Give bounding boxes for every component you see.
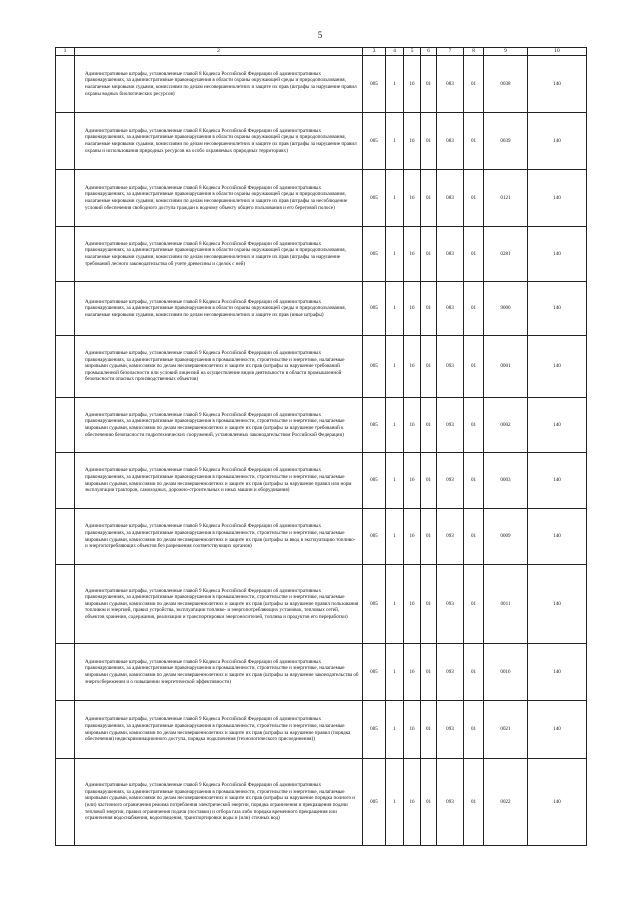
column-number: 3	[363, 48, 386, 56]
subgroup-code-cell: 16	[404, 759, 421, 846]
row-number-cell	[56, 701, 75, 759]
program-code-cell: 0003	[484, 453, 528, 509]
table-row	[56, 398, 587, 453]
table-row	[56, 759, 587, 846]
column-number-header-row	[56, 48, 587, 56]
element-code-cell: 01	[464, 170, 484, 227]
table-row	[56, 113, 587, 170]
fine-description: Административные штрафы, установленные главой 9 Кодекса Российской Федерации об административных правонарушениях, за административные правонарушения в промышленности, строительстве и энергетике, налагаемые мировыми судьями, комиссиями по делам несовершеннолетних и защите их прав (штрафы за нарушение правил или норм эксплуатации тракторов, самоходных, дорожно-строительных и иных машин и оборудования)	[75, 453, 363, 509]
admin-code-cell: 005	[363, 113, 386, 170]
article-code-cell: 01	[421, 170, 437, 227]
page-number: 5	[317, 30, 323, 40]
element-code-cell: 01	[464, 565, 484, 644]
article-code-cell: 01	[421, 227, 437, 282]
group-code-cell: 1	[386, 701, 404, 759]
admin-code-cell: 005	[363, 759, 386, 846]
subarticle-code-cell: 093	[437, 509, 464, 565]
article-code-cell: 01	[421, 282, 437, 336]
program-code-cell: 0281	[484, 227, 528, 282]
column-number: 4	[386, 48, 404, 56]
column-number: 1	[56, 48, 75, 56]
classification-code-cell: 140	[528, 701, 587, 759]
fine-description: Административные штрафы, установленные главой 9 Кодекса Российской Федерации об административных правонарушениях, за административные правонарушения в промышленности, строительстве и энергетике, налагаемые мировыми судьями, комиссиями по делам несовершеннолетних и защите их прав (штрафы за нарушение требований промышленной безопасности или условий лицензий на осуществление видов деятельности в области промышленной безопасности опасных производственных объектов)	[75, 336, 363, 398]
program-code-cell: 0021	[484, 701, 528, 759]
program-code-cell: 0011	[484, 565, 528, 644]
row-number-cell	[56, 565, 75, 644]
article-code-cell: 01	[421, 398, 437, 453]
fine-description: Административные штрафы, установленные главой 9 Кодекса Российской Федерации об административных правонарушениях, за административные правонарушения в промышленности, строительстве и энергетике, налагаемые мировыми судьями, комиссиями по делам несовершеннолетних и защите их прав (штрафы за ввод в эксплуатацию топливо- и энергопотребляющих объектов без разрешения соответствующих органов)	[75, 509, 363, 565]
element-code-cell: 01	[464, 701, 484, 759]
column-number: 7	[437, 48, 464, 56]
program-code-cell: 0039	[484, 113, 528, 170]
element-code-cell: 01	[464, 759, 484, 846]
subgroup-code-cell: 16	[404, 453, 421, 509]
classification-code-cell: 140	[528, 398, 587, 453]
fine-description: Административные штрафы, установленные главой 9 Кодекса Российской Федерации об административных правонарушениях, за административные правонарушения в промышленности, строительстве и энергетике, налагаемые мировыми судьями, комиссиями по делам несовершеннолетних и защите их прав (штрафы за нарушение правил (порядка обеспечения) недискриминационного доступа, порядка подключения (технологического присоединения))	[75, 701, 363, 759]
table-row	[56, 336, 587, 398]
subarticle-code-cell: 093	[437, 644, 464, 701]
table-row	[56, 565, 587, 644]
classification-code-cell: 140	[528, 509, 587, 565]
admin-code-cell: 005	[363, 509, 386, 565]
element-code-cell: 01	[464, 453, 484, 509]
classification-code-cell: 140	[528, 113, 587, 170]
table-row	[56, 227, 587, 282]
article-code-cell: 01	[421, 565, 437, 644]
fine-description: Административные штрафы, установленные главой 9 Кодекса Российской Федерации об административных правонарушениях, за административные правонарушения в промышленности, строительстве и энергетике, налагаемые мировыми судьями, комиссиями по делам несовершеннолетних и защите их прав (штрафы за нарушение правил пользования топливом и энергией, правил устройства, эксплуатации топливо- и энергопотребляющих установок, тепловых сетей, объектов хранения, содержания, реализации и транспортировки энергоносителей, топлива и продуктов его переработки)	[75, 565, 363, 644]
admin-code-cell: 005	[363, 282, 386, 336]
column-number: 10	[528, 48, 587, 56]
article-code-cell: 01	[421, 56, 437, 113]
admin-code-cell: 005	[363, 336, 386, 398]
fine-description: Административные штрафы, установленные главой 8 Кодекса Российской Федерации об административных правонарушениях, за административные правонарушения в области охраны окружающей среды и природопользования, налагаемые мировыми судьями, комиссиями по делам несовершеннолетних и защите их прав (штрафы за нарушение требований лесного законодательства об учете древесины и сделок с ней)	[75, 227, 363, 282]
element-code-cell: 01	[464, 644, 484, 701]
subarticle-code-cell: 093	[437, 336, 464, 398]
article-code-cell: 01	[421, 113, 437, 170]
subarticle-code-cell: 093	[437, 759, 464, 846]
subgroup-code-cell: 16	[404, 336, 421, 398]
classification-code-cell: 140	[528, 227, 587, 282]
subarticle-code-cell: 083	[437, 56, 464, 113]
group-code-cell: 1	[386, 644, 404, 701]
classification-code-cell: 140	[528, 56, 587, 113]
classification-code-cell: 140	[528, 565, 587, 644]
column-number: 6	[421, 48, 437, 56]
subarticle-code-cell: 083	[437, 113, 464, 170]
subgroup-code-cell: 16	[404, 565, 421, 644]
program-code-cell: 0001	[484, 336, 528, 398]
subarticle-code-cell: 083	[437, 282, 464, 336]
column-number: 2	[75, 48, 363, 56]
classification-code-cell: 140	[528, 453, 587, 509]
program-code-cell: 0121	[484, 170, 528, 227]
fine-description: Административные штрафы, установленные главой 9 Кодекса Российской Федерации об административных правонарушениях, за административные правонарушения в промышленности, строительстве и энергетике, налагаемые мировыми судьями, комиссиями по делам несовершеннолетних и защите их прав (штрафы за нарушение требований к обеспечению безопасности гидротехнических сооружений, установленных законодательством Российской Федерации)	[75, 398, 363, 453]
article-code-cell: 01	[421, 453, 437, 509]
row-number-cell	[56, 398, 75, 453]
row-number-cell	[56, 644, 75, 701]
fine-description: Административные штрафы, установленные главой 9 Кодекса Российской Федерации об административных правонарушениях, за административные правонарушения в промышленности, строительстве и энергетике, налагаемые мировыми судьями, комиссиями по делам несовершеннолетних и защите их прав (штрафы за нарушение законодательства об энергосбережении и о повышении энергетической эффективности)	[75, 644, 363, 701]
program-code-cell: 0009	[484, 509, 528, 565]
row-number-cell	[56, 170, 75, 227]
subarticle-code-cell: 093	[437, 398, 464, 453]
revenue-codes-table	[55, 47, 587, 846]
table-row	[56, 701, 587, 759]
element-code-cell: 01	[464, 113, 484, 170]
subgroup-code-cell: 16	[404, 644, 421, 701]
row-number-cell	[56, 282, 75, 336]
group-code-cell: 1	[386, 509, 404, 565]
row-number-cell	[56, 56, 75, 113]
element-code-cell: 01	[464, 56, 484, 113]
classification-code-cell: 140	[528, 336, 587, 398]
group-code-cell: 1	[386, 336, 404, 398]
admin-code-cell: 005	[363, 170, 386, 227]
admin-code-cell: 005	[363, 701, 386, 759]
element-code-cell: 01	[464, 509, 484, 565]
row-number-cell	[56, 759, 75, 846]
program-code-cell: 0022	[484, 759, 528, 846]
table-row	[56, 509, 587, 565]
classification-code-cell: 140	[528, 759, 587, 846]
subarticle-code-cell: 083	[437, 227, 464, 282]
subarticle-code-cell: 093	[437, 701, 464, 759]
table-row	[56, 453, 587, 509]
article-code-cell: 01	[421, 336, 437, 398]
subgroup-code-cell: 16	[404, 56, 421, 113]
row-number-cell	[56, 336, 75, 398]
table-row	[56, 644, 587, 701]
subarticle-code-cell: 083	[437, 170, 464, 227]
admin-code-cell: 005	[363, 398, 386, 453]
row-number-cell	[56, 113, 75, 170]
row-number-cell	[56, 509, 75, 565]
group-code-cell: 1	[386, 453, 404, 509]
program-code-cell: 0016	[484, 644, 528, 701]
fine-description: Административные штрафы, установленные главой 8 Кодекса Российской Федерации об административных правонарушениях, за административные правонарушения в области охраны окружающей среды и природопользования, налагаемые мировыми судьями, комиссиями по делам несовершеннолетних и защите их прав (иные штрафы)	[75, 282, 363, 336]
subgroup-code-cell: 16	[404, 227, 421, 282]
subgroup-code-cell: 16	[404, 282, 421, 336]
classification-code-cell: 140	[528, 170, 587, 227]
article-code-cell: 01	[421, 509, 437, 565]
admin-code-cell: 005	[363, 565, 386, 644]
article-code-cell: 01	[421, 644, 437, 701]
admin-code-cell: 005	[363, 227, 386, 282]
admin-code-cell: 005	[363, 56, 386, 113]
article-code-cell: 01	[421, 701, 437, 759]
element-code-cell: 01	[464, 282, 484, 336]
fine-description: Административные штрафы, установленные главой 8 Кодекса Российской Федерации об административных правонарушениях, за административные правонарушения в области охраны окружающей среды и природопользования, налагаемые мировыми судьями, комиссиями по делам несовершеннолетних и защите их прав (штрафы за нарушение правил охраны водных биологических ресурсов)	[75, 56, 363, 113]
element-code-cell: 01	[464, 227, 484, 282]
subgroup-code-cell: 16	[404, 509, 421, 565]
subgroup-code-cell: 16	[404, 701, 421, 759]
group-code-cell: 1	[386, 282, 404, 336]
subarticle-code-cell: 093	[437, 453, 464, 509]
fine-description: Административные штрафы, установленные главой 8 Кодекса Российской Федерации об административных правонарушениях, за административные правонарушения в области охраны окружающей среды и природопользования, налагаемые мировыми судьями, комиссиями по делам несовершеннолетних и защите их прав (штрафы за нарушение правил охраны и использования природных ресурсов на особо охраняемых природных территориях)	[75, 113, 363, 170]
group-code-cell: 1	[386, 113, 404, 170]
group-code-cell: 1	[386, 170, 404, 227]
subgroup-code-cell: 16	[404, 113, 421, 170]
article-code-cell: 01	[421, 759, 437, 846]
column-number: 9	[484, 48, 528, 56]
program-code-cell: 0002	[484, 398, 528, 453]
subgroup-code-cell: 16	[404, 170, 421, 227]
group-code-cell: 1	[386, 398, 404, 453]
group-code-cell: 1	[386, 227, 404, 282]
program-code-cell: 9000	[484, 282, 528, 336]
subgroup-code-cell: 16	[404, 398, 421, 453]
fine-description: Административные штрафы, установленные главой 9 Кодекса Российской Федерации об административных правонарушениях, за административные правонарушения в промышленности, строительстве и энергетике, налагаемые мировыми судьями, комиссиями по делам несовершеннолетних и защите их прав (штрафы за нарушение порядка полного и (или) частичного ограничения режима потребления электрической энергии, порядка ограничения и прекращения подачи тепловой энергии, правил ограничения подачи (поставки) и отбора газа либо порядка временного прекращения или ограничения водоснабжения, водоотведения, транспортировки воды и (или) сточных вод)	[75, 759, 363, 846]
row-number-cell	[56, 453, 75, 509]
group-code-cell: 1	[386, 56, 404, 113]
element-code-cell: 01	[464, 336, 484, 398]
fine-description: Административные штрафы, установленные главой 8 Кодекса Российской Федерации об административных правонарушениях, за административные правонарушения в области охраны окружающей среды и природопользования, налагаемые мировыми судьями, комиссиями по делам несовершеннолетних и защите их прав (штрафы за несоблюдение условий обеспечения свободного доступа граждан к водному объекту общего пользования и его береговой полосе)	[75, 170, 363, 227]
element-code-cell: 01	[464, 398, 484, 453]
admin-code-cell: 005	[363, 644, 386, 701]
group-code-cell: 1	[386, 759, 404, 846]
admin-code-cell: 005	[363, 453, 386, 509]
table-row	[56, 56, 587, 113]
table-row	[56, 282, 587, 336]
group-code-cell: 1	[386, 565, 404, 644]
subarticle-code-cell: 093	[437, 565, 464, 644]
column-number: 5	[404, 48, 421, 56]
table-row	[56, 170, 587, 227]
row-number-cell	[56, 227, 75, 282]
column-number: 8	[464, 48, 484, 56]
program-code-cell: 0038	[484, 56, 528, 113]
classification-code-cell: 140	[528, 282, 587, 336]
classification-code-cell: 140	[528, 644, 587, 701]
